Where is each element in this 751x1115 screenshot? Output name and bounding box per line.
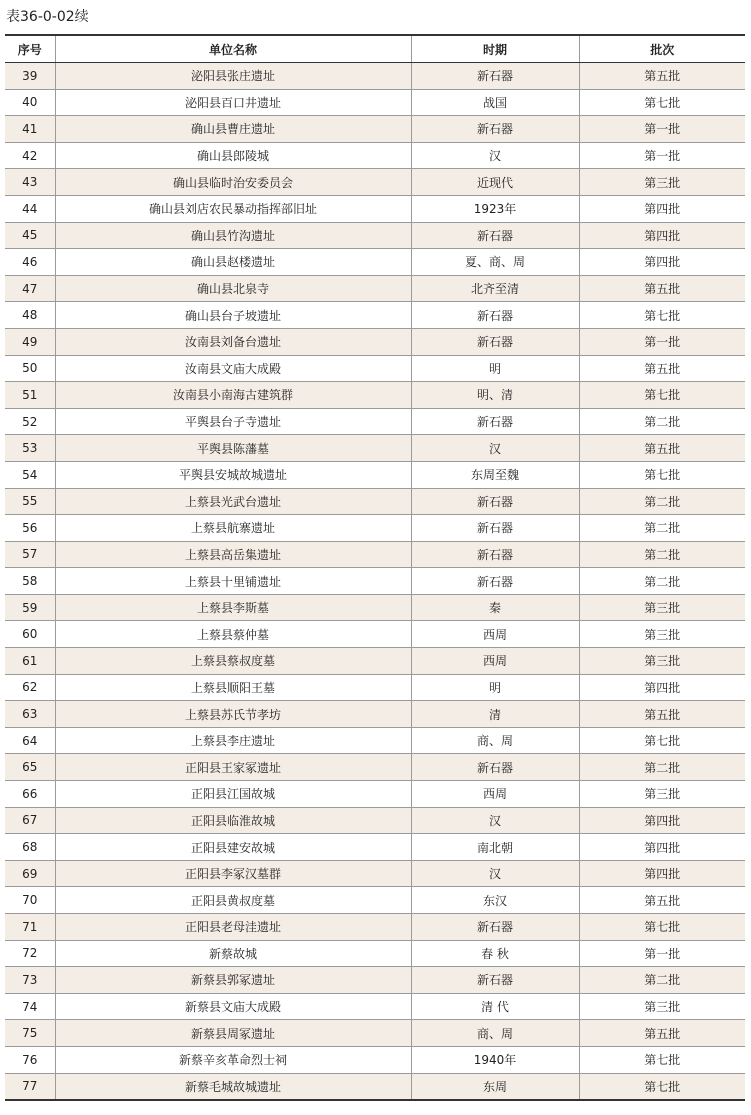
cell-index: 52	[5, 408, 55, 435]
table-row	[5, 222, 745, 249]
cell-unit-name: 汝南县刘备台遗址	[55, 328, 411, 355]
table-row	[5, 89, 745, 116]
cell-index: 60	[5, 621, 55, 648]
cell-period: 新石器	[411, 328, 579, 355]
cell-index: 70	[5, 887, 55, 914]
table-row	[5, 169, 745, 196]
cell-unit-name: 正阳县王家冢遗址	[55, 754, 411, 781]
cell-period: 明	[411, 355, 579, 382]
cell-index: 77	[5, 1073, 55, 1100]
cell-period: 秦	[411, 594, 579, 621]
cell-batch: 第七批	[579, 461, 745, 488]
cell-unit-name: 正阳县老母洼遗址	[55, 914, 411, 941]
cell-unit-name: 确山县台子坡遗址	[55, 302, 411, 329]
cell-batch: 第三批	[579, 993, 745, 1020]
cell-period: 新石器	[411, 967, 579, 994]
table-row	[5, 727, 745, 754]
cell-batch: 第四批	[579, 222, 745, 249]
cell-batch: 第七批	[579, 914, 745, 941]
cell-index: 65	[5, 754, 55, 781]
cell-index: 66	[5, 781, 55, 808]
cell-index: 40	[5, 89, 55, 116]
header-unit-name: 单位名称	[55, 35, 411, 63]
cell-index: 61	[5, 648, 55, 675]
cell-index: 67	[5, 807, 55, 834]
cell-period: 汉	[411, 435, 579, 462]
cell-batch: 第五批	[579, 701, 745, 728]
cell-period: 新石器	[411, 63, 579, 90]
cell-unit-name: 新蔡辛亥革命烈士祠	[55, 1046, 411, 1073]
cell-period: 西周	[411, 781, 579, 808]
cell-index: 47	[5, 275, 55, 302]
cell-index: 53	[5, 435, 55, 462]
cell-batch: 第四批	[579, 834, 745, 861]
cell-batch: 第三批	[579, 648, 745, 675]
cell-index: 55	[5, 488, 55, 515]
cell-period: 清	[411, 701, 579, 728]
cell-batch: 第二批	[579, 967, 745, 994]
cell-index: 41	[5, 116, 55, 143]
cell-unit-name: 正阳县临淮故城	[55, 807, 411, 834]
cell-period: 汉	[411, 807, 579, 834]
table-row	[5, 541, 745, 568]
table-row	[5, 834, 745, 861]
table-row	[5, 408, 745, 435]
cell-batch: 第七批	[579, 382, 745, 409]
table-row	[5, 648, 745, 675]
table-row	[5, 674, 745, 701]
cell-period: 新石器	[411, 408, 579, 435]
cell-batch: 第二批	[579, 515, 745, 542]
cell-period: 汉	[411, 142, 579, 169]
cell-batch: 第四批	[579, 860, 745, 887]
cell-unit-name: 正阳县黄叔度墓	[55, 887, 411, 914]
cell-unit-name: 确山县临时治安委员会	[55, 169, 411, 196]
cell-period: 东周至魏	[411, 461, 579, 488]
cell-index: 73	[5, 967, 55, 994]
header-row	[5, 35, 745, 63]
cell-batch: 第三批	[579, 169, 745, 196]
table-row	[5, 594, 745, 621]
cell-unit-name: 确山县赵楼遗址	[55, 249, 411, 276]
cell-unit-name: 上蔡县蔡叔度墓	[55, 648, 411, 675]
cell-batch: 第七批	[579, 727, 745, 754]
header-batch: 批次	[579, 35, 745, 63]
cell-period: 新石器	[411, 302, 579, 329]
cell-index: 49	[5, 328, 55, 355]
cell-index: 43	[5, 169, 55, 196]
table-row	[5, 887, 745, 914]
cell-period: 1923年	[411, 195, 579, 222]
cell-unit-name: 上蔡县光武台遗址	[55, 488, 411, 515]
table-row	[5, 568, 745, 595]
cell-index: 72	[5, 940, 55, 967]
cell-period: 战国	[411, 89, 579, 116]
cell-index: 39	[5, 63, 55, 90]
table-row	[5, 940, 745, 967]
cell-period: 新石器	[411, 914, 579, 941]
cell-batch: 第五批	[579, 435, 745, 462]
cell-batch: 第三批	[579, 594, 745, 621]
cell-period: 新石器	[411, 754, 579, 781]
cell-index: 63	[5, 701, 55, 728]
cell-unit-name: 平舆县陈藩墓	[55, 435, 411, 462]
table-row	[5, 249, 745, 276]
table-row	[5, 488, 745, 515]
table-row	[5, 116, 745, 143]
cell-index: 54	[5, 461, 55, 488]
cell-index: 56	[5, 515, 55, 542]
cell-period: 新石器	[411, 515, 579, 542]
cell-batch: 第七批	[579, 1073, 745, 1100]
table-row	[5, 1046, 745, 1073]
cell-period: 明	[411, 674, 579, 701]
table-row	[5, 914, 745, 941]
cell-period: 新石器	[411, 541, 579, 568]
heritage-table	[5, 34, 745, 1101]
table-row	[5, 1073, 745, 1100]
cell-batch: 第一批	[579, 328, 745, 355]
table-row	[5, 435, 745, 462]
cell-index: 48	[5, 302, 55, 329]
cell-index: 62	[5, 674, 55, 701]
cell-batch: 第五批	[579, 1020, 745, 1047]
cell-unit-name: 确山县北泉寺	[55, 275, 411, 302]
cell-batch: 第二批	[579, 541, 745, 568]
table-row	[5, 967, 745, 994]
cell-period: 新石器	[411, 568, 579, 595]
cell-unit-name: 确山县竹沟遗址	[55, 222, 411, 249]
table-row	[5, 860, 745, 887]
cell-index: 58	[5, 568, 55, 595]
cell-index: 74	[5, 993, 55, 1020]
cell-period: 商、周	[411, 727, 579, 754]
cell-batch: 第四批	[579, 807, 745, 834]
cell-index: 50	[5, 355, 55, 382]
cell-unit-name: 上蔡县苏氏节孝坊	[55, 701, 411, 728]
cell-batch: 第四批	[579, 674, 745, 701]
cell-period: 新石器	[411, 116, 579, 143]
cell-index: 42	[5, 142, 55, 169]
cell-index: 64	[5, 727, 55, 754]
table-row	[5, 515, 745, 542]
cell-unit-name: 泌阳县张庄遗址	[55, 63, 411, 90]
cell-unit-name: 上蔡县蔡仲墓	[55, 621, 411, 648]
cell-unit-name: 新蔡县郭冢遗址	[55, 967, 411, 994]
cell-unit-name: 上蔡县李庄遗址	[55, 727, 411, 754]
header-index: 序号	[5, 35, 55, 63]
cell-unit-name: 平舆县安城故城遗址	[55, 461, 411, 488]
table-row	[5, 275, 745, 302]
cell-index: 46	[5, 249, 55, 276]
cell-batch: 第五批	[579, 887, 745, 914]
cell-unit-name: 确山县郎陵城	[55, 142, 411, 169]
cell-period: 清 代	[411, 993, 579, 1020]
table-row	[5, 701, 745, 728]
cell-unit-name: 确山县曹庄遗址	[55, 116, 411, 143]
table-row	[5, 382, 745, 409]
cell-unit-name: 上蔡县顺阳王墓	[55, 674, 411, 701]
cell-batch: 第二批	[579, 754, 745, 781]
cell-index: 57	[5, 541, 55, 568]
cell-period: 北齐至清	[411, 275, 579, 302]
cell-period: 春 秋	[411, 940, 579, 967]
cell-period: 新石器	[411, 222, 579, 249]
cell-period: 1940年	[411, 1046, 579, 1073]
cell-batch: 第二批	[579, 408, 745, 435]
cell-period: 明、清	[411, 382, 579, 409]
cell-unit-name: 上蔡县十里铺遗址	[55, 568, 411, 595]
cell-index: 76	[5, 1046, 55, 1073]
table-row	[5, 355, 745, 382]
table-row	[5, 781, 745, 808]
cell-unit-name: 正阳县江国故城	[55, 781, 411, 808]
table-row	[5, 328, 745, 355]
table-row	[5, 302, 745, 329]
table-row	[5, 754, 745, 781]
cell-unit-name: 上蔡县航寨遗址	[55, 515, 411, 542]
cell-unit-name: 汝南县小南海古建筑群	[55, 382, 411, 409]
table-row	[5, 621, 745, 648]
table-row	[5, 993, 745, 1020]
cell-index: 68	[5, 834, 55, 861]
table-row	[5, 142, 745, 169]
table-row	[5, 195, 745, 222]
cell-period: 东汉	[411, 887, 579, 914]
table-body	[5, 63, 745, 1101]
cell-period: 夏、商、周	[411, 249, 579, 276]
table-caption: 表36-0-02续	[6, 9, 89, 25]
cell-batch: 第七批	[579, 1046, 745, 1073]
cell-period: 西周	[411, 621, 579, 648]
cell-period: 东周	[411, 1073, 579, 1100]
table-row	[5, 807, 745, 834]
cell-unit-name: 新蔡县周冢遗址	[55, 1020, 411, 1047]
table-row	[5, 461, 745, 488]
cell-unit-name: 汝南县文庙大成殿	[55, 355, 411, 382]
cell-index: 51	[5, 382, 55, 409]
cell-index: 44	[5, 195, 55, 222]
cell-period: 近现代	[411, 169, 579, 196]
cell-index: 75	[5, 1020, 55, 1047]
cell-unit-name: 新蔡县文庙大成殿	[55, 993, 411, 1020]
cell-unit-name: 泌阳县百口井遗址	[55, 89, 411, 116]
cell-unit-name: 平舆县台子寺遗址	[55, 408, 411, 435]
cell-batch: 第一批	[579, 116, 745, 143]
cell-index: 69	[5, 860, 55, 887]
cell-unit-name: 正阳县建安故城	[55, 834, 411, 861]
cell-unit-name: 正阳县李冢汉墓群	[55, 860, 411, 887]
cell-period: 商、周	[411, 1020, 579, 1047]
cell-batch: 第七批	[579, 302, 745, 329]
cell-batch: 第一批	[579, 142, 745, 169]
cell-period: 西周	[411, 648, 579, 675]
cell-unit-name: 上蔡县李斯墓	[55, 594, 411, 621]
cell-batch: 第三批	[579, 781, 745, 808]
cell-index: 45	[5, 222, 55, 249]
cell-period: 南北朝	[411, 834, 579, 861]
cell-batch: 第二批	[579, 488, 745, 515]
cell-unit-name: 上蔡县高岳集遗址	[55, 541, 411, 568]
header-period: 时期	[411, 35, 579, 63]
cell-batch: 第七批	[579, 89, 745, 116]
cell-batch: 第一批	[579, 940, 745, 967]
cell-batch: 第五批	[579, 275, 745, 302]
table-row	[5, 63, 745, 90]
cell-batch: 第五批	[579, 63, 745, 90]
cell-batch: 第三批	[579, 621, 745, 648]
cell-unit-name: 新蔡毛城故城遗址	[55, 1073, 411, 1100]
cell-unit-name: 新蔡故城	[55, 940, 411, 967]
cell-period: 新石器	[411, 488, 579, 515]
cell-batch: 第二批	[579, 568, 745, 595]
cell-batch: 第四批	[579, 195, 745, 222]
table-row	[5, 1020, 745, 1047]
cell-batch: 第四批	[579, 249, 745, 276]
cell-index: 71	[5, 914, 55, 941]
cell-period: 汉	[411, 860, 579, 887]
cell-batch: 第五批	[579, 355, 745, 382]
cell-index: 59	[5, 594, 55, 621]
cell-unit-name: 确山县刘店农民暴动指挥部旧址	[55, 195, 411, 222]
